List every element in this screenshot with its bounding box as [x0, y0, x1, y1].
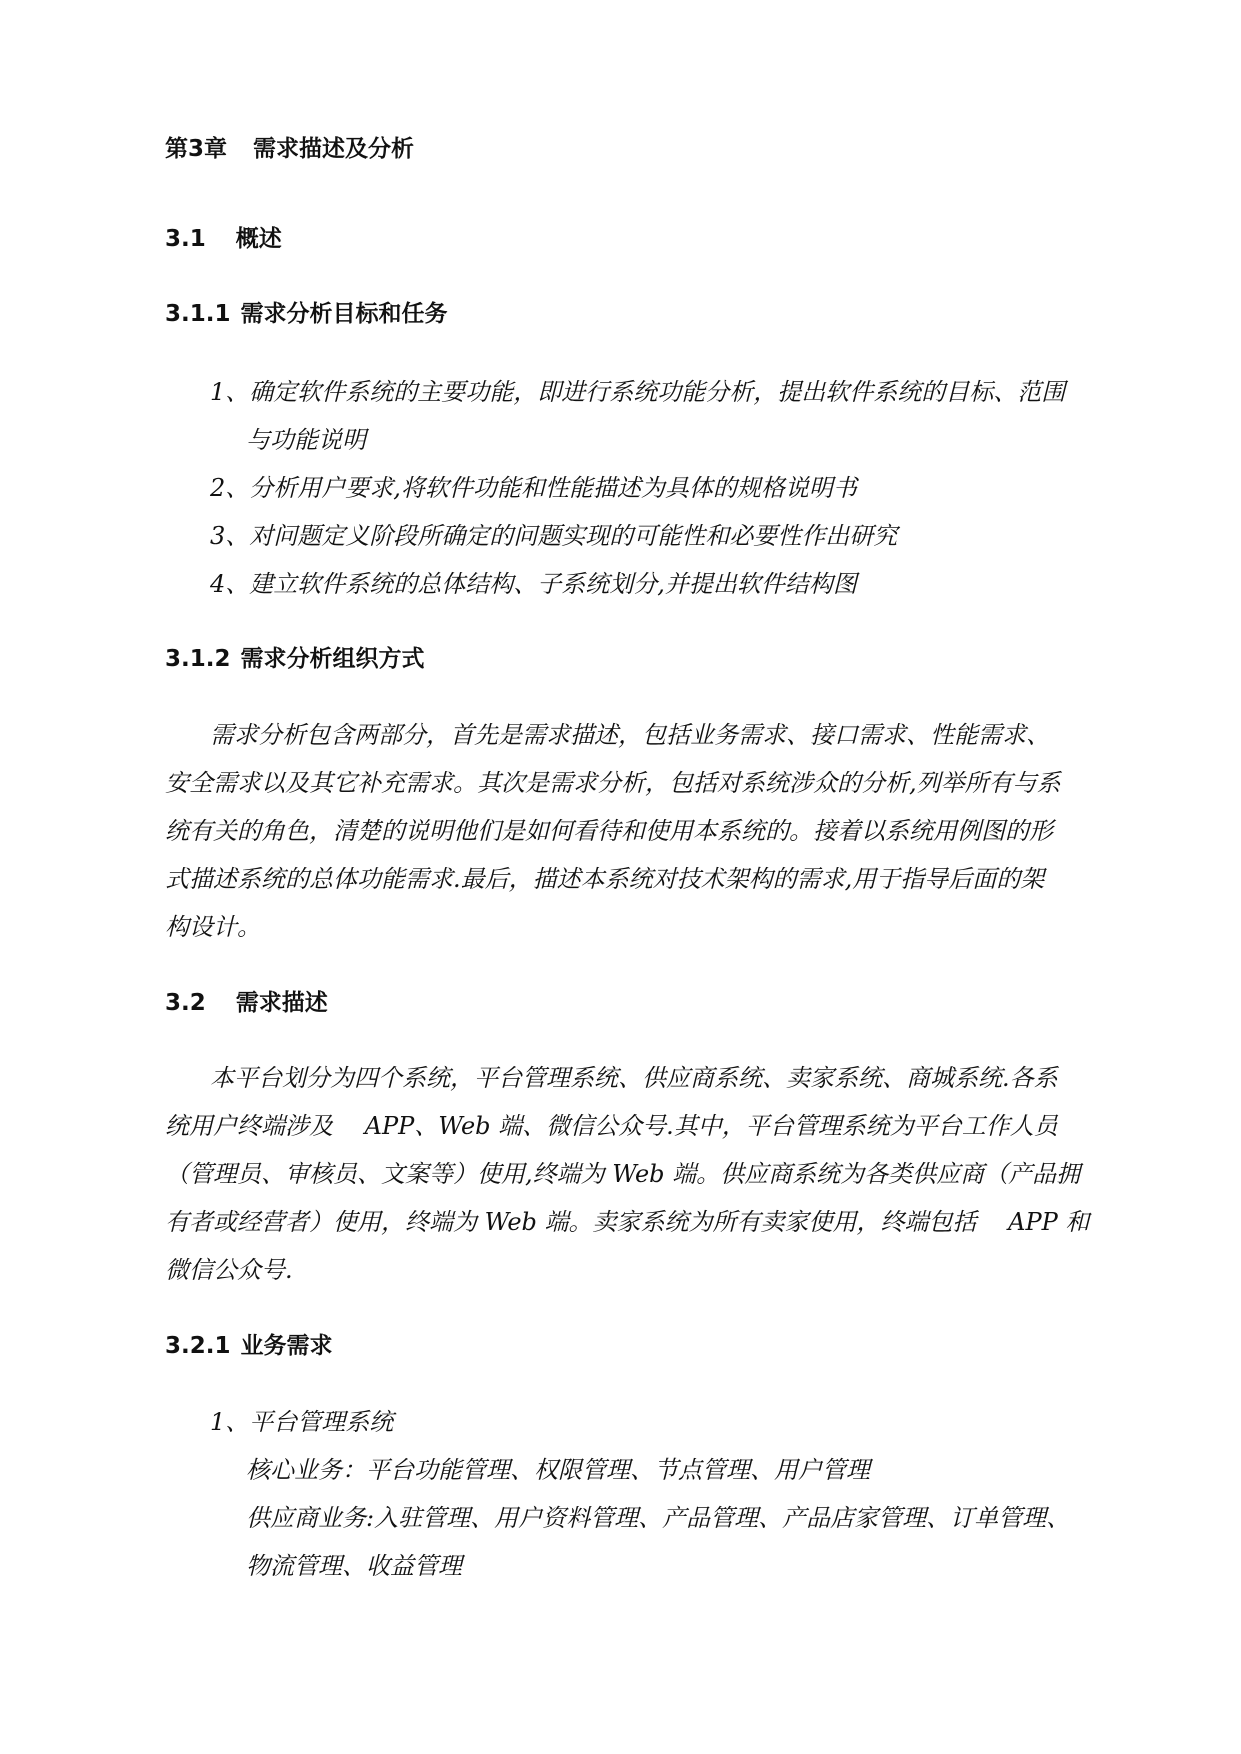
chapter-number: 第3章: [165, 136, 228, 162]
description-line-1: 本平台划分为四个系统，平台管理系统、供应商系统、卖家系统、商城系统.各系: [210, 1064, 1058, 1092]
business-supplier-line-2: 物流管理、收益管理: [246, 1552, 462, 1580]
organization-line-3: 统有关的角色，清楚的说明他们是如何看待和使用本系统的。接着以系统用例图的形: [165, 817, 1053, 845]
section-3-1-heading: [165, 228, 282, 251]
business-supplier-line-1: 供应商业务:入驻管理、用户资料管理、产品管理、产品店家管理、订单管理、: [246, 1504, 1071, 1532]
section-number: 3.2: [165, 990, 206, 1016]
organization-line-2: 安全需求以及其它补充需求。其次是需求分析，包括对系统涉众的分析,列举所有与系: [165, 769, 1061, 797]
chapter-title: 需求描述及分析: [253, 136, 415, 162]
section-3-1-1-heading: [165, 303, 448, 326]
business-core-line: 核心业务：平台功能管理、权限管理、节点管理、用户管理: [246, 1456, 870, 1484]
organization-line-4: 式描述系统的总体功能需求.最后，描述本系统对技术架构的需求,用于指导后面的架: [165, 865, 1045, 893]
goal-item-1-line-1: 1、确定软件系统的主要功能，即进行系统功能分析，提出软件系统的目标、范围: [210, 378, 1066, 406]
description-line-4: 有者或经营者）使用，终端为 Web 端。卖家系统为所有卖家使用，终端包括 APP 和: [165, 1208, 1090, 1236]
description-line-2: 统用户终端涉及 APP、Web 端、微信公众号.其中，平台管理系统为平台工作人员: [165, 1112, 1058, 1140]
section-number: 3.2.1: [165, 1333, 231, 1359]
section-title: 业务需求: [240, 1333, 333, 1359]
section-title: 概述: [235, 226, 282, 252]
organization-line-5: 构设计。: [165, 913, 261, 941]
section-3-1-2-heading: [165, 648, 425, 671]
description-line-5: 微信公众号.: [165, 1256, 293, 1284]
business-item-1: 1、平台管理系统: [210, 1408, 394, 1436]
section-number: 3.1.1: [165, 301, 231, 327]
description-line-3: （管理员、审核员、文案等）使用,终端为 Web 端。供应商系统为各类供应商（产品拥: [165, 1160, 1081, 1188]
chapter-heading: [165, 138, 414, 161]
section-3-2-heading: [165, 992, 328, 1015]
section-number: 3.1.2: [165, 646, 231, 672]
organization-line-1: 需求分析包含两部分，首先是需求描述，包括业务需求、接口需求、性能需求、: [210, 721, 1050, 749]
goal-item-2: 2、分析用户要求,将软件功能和性能描述为具体的规格说明书: [210, 474, 857, 502]
goal-item-3: 3、对问题定义阶段所确定的问题实现的可能性和必要性作出研究: [210, 522, 898, 550]
section-title: 需求分析组织方式: [240, 646, 425, 672]
goal-item-1-line-2: 与功能说明: [246, 426, 366, 454]
section-title: 需求描述: [235, 990, 328, 1016]
goal-item-4: 4、建立软件系统的总体结构、子系统划分,并提出软件结构图: [210, 570, 857, 598]
section-3-2-1-heading: [165, 1335, 333, 1358]
section-title: 需求分析目标和任务: [240, 301, 448, 327]
section-number: 3.1: [165, 226, 206, 252]
